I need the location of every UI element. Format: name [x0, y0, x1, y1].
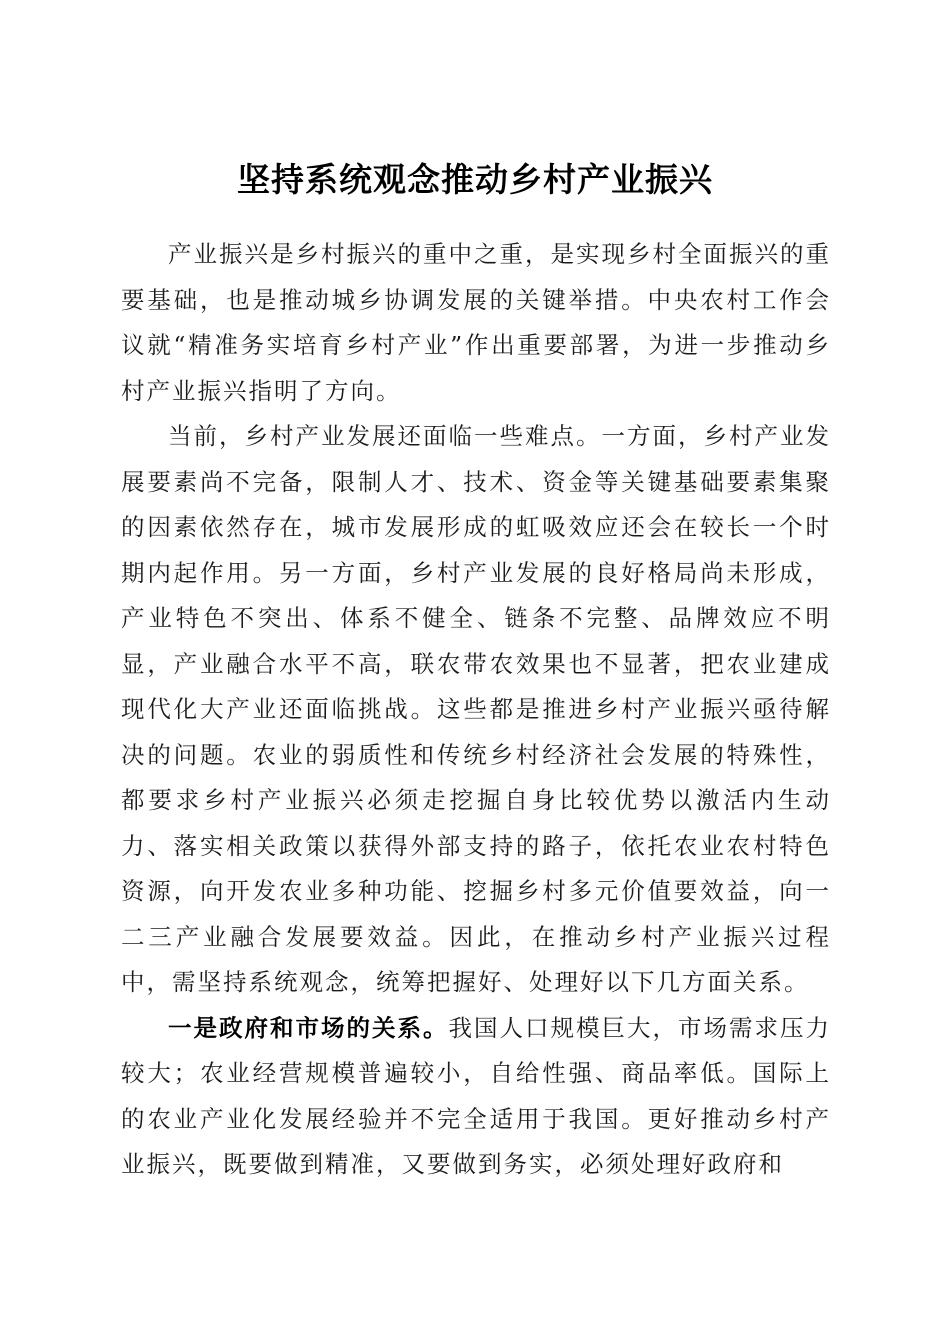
document-title: 坚持系统观念推动乡村产业振兴 [237, 160, 713, 200]
paragraph-3-text: 我国人口规模巨大，市场需求压力较大；农业经营规模普遍较小，自给性强、商品率低。国际上的农业产业化发展经验并不完全适用于我国。更好推动乡村产业振兴，既要做到精准，又要做到务实，必须处理好政府和 [121, 1013, 831, 1178]
document-body [121, 232, 831, 1188]
paragraph-1 [121, 232, 831, 414]
paragraph-1-text: 产业振兴是乡村振兴的重中之重，是实现乡村全面振兴的重要基础，也是推动城乡协调发展的关键举措。中央农村工作会议就“精准务实培育乡村产业”作出重要部署，为进一步推动乡村产业振兴指明了方向。 [121, 240, 831, 405]
paragraph-2 [121, 414, 831, 1006]
paragraph-3-lead: 一是政府和市场的关系。 [168, 1013, 449, 1042]
paragraph-3 [121, 1006, 831, 1188]
paragraph-2-text: 当前，乡村产业发展还面临一些难点。一方面，乡村产业发展要素尚不完备，限制人才、技术、资金等关键基础要素集聚的因素依然存在，城市发展形成的虹吸效应还会在较长一个时期内起作用。另一方面，乡村产业发展的良好格局尚未形成，产业特色不突出、体系不健全、链条不完整、品牌效应不明显，产业融合水平不高，联农带农效果也不显著，把农业建成现代化大产业还面临挑战。这些都是推进乡村产业振兴亟待解决的问题。农业的弱质性和传统乡村经济社会发展的特殊性，都要求乡村产业振兴必须走挖掘自身比较优势以激活内生动力、落实相关政策以获得外部支持的路子，依托农业农村特色资源，向开发农业多种功能、挖掘乡村多元价值要效益，向一二三产业融合发展要效益。因此，在推动乡村产业振兴过程中，需坚持系统观念，统筹把握好、处理好以下几方面关系。 [121, 422, 831, 996]
